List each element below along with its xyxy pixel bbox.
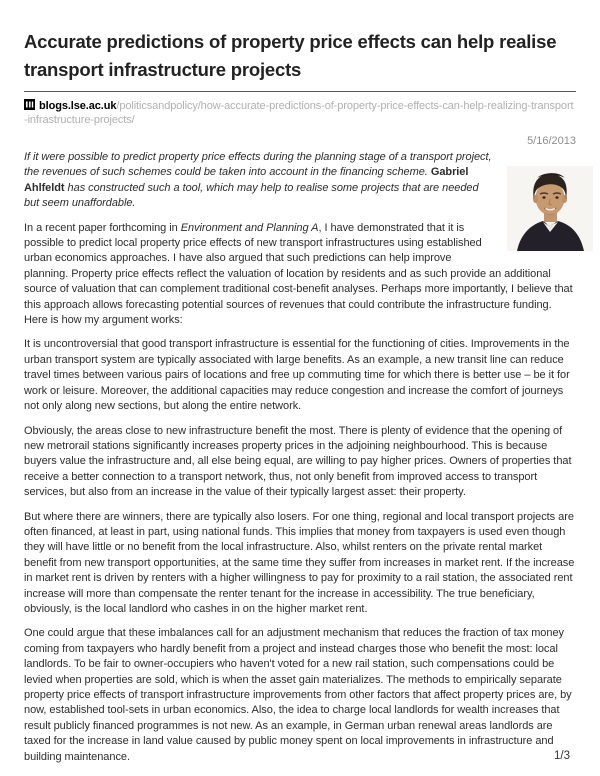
article-title: Accurate predictions of property price effects can help realise transport infrastructure projects xyxy=(24,31,557,80)
page-number: 1/3 xyxy=(554,750,570,762)
paragraph-3: Obviously, the areas close to new infrastructure benefit the most. There is plenty of evidence that the opening of new metrorail stations significantly increases property prices in the adjoining neighbourhood. This is because buyers value the infrastructure and, all else being equal, are willing to pay higher prices. Owners of properties that receive a better connection to a transport network, thus, not only benefit from improved access to transport services, but also from an increase in the value of their typically largest asset: their property. xyxy=(24,424,572,499)
paragraph-1-text: In a recent paper forthcoming in xyxy=(24,221,181,234)
intro-text-before-author: If it were possible to predict property price effects during the planning stage of a transport project, the revenues of such schemes could be taken into account in the financing scheme. xyxy=(24,151,492,179)
article-body xyxy=(24,150,576,776)
paragraph-2: It is uncontroversial that good transport infrastructure is essential for the functioning of cities. Improvements in the urban transport system are typically associated with large benefits. As an example, a new transit line can reduce travel times between various pairs of locations and free up commuting time for which there is better use – be it for work or leisure. Moreover, the additional capacities may reduce congestion and increase the comfort of journeys not only along new sections, but along the entire network. xyxy=(24,338,570,413)
intro-paragraph xyxy=(24,150,576,212)
paragraph-1-text-cont: , I have demonstrated that it is possible to predict local property price effects of new transport infrastructures using established urban economics approaches. I have also argued that such predictions can help improve planning. Property price effects reflect the valuation of location by residents and as such provide an additional source of valuation that can complement traditional cost-benefit analyses. Perhaps more importantly, I believe that this approach allows forecasting potential sources of revenues that could contribute the infrastructure funding. Here is how my argument works: xyxy=(24,221,573,327)
paragraph-4: But where there are winners, there are typically also losers. For one thing, regional and local transport projects are often financed, at least in part, using national funds. This implies that money from taxpayers is used even though they will have little or no benefit from the local infrastructure. Also, whilst renters on the private rental market benefit from new transport opportunities, at the same time they suffer from increases in market rent. If the increase in market rent is driven by renters with a higher willingness to pay for proximity to a rail station, the associated rent increase will more than compensate the renter tenant for the increase in accessibility. The true beneficiary, obviously, is the local landlord who cashes in on the higher market rent. xyxy=(24,510,575,615)
intro-text-after-author: has constructed such a tool, which may help to realise some projects that are needed but seem unaffordable. xyxy=(24,181,479,210)
author-photo xyxy=(507,166,593,251)
journal-name: Environment and Planning A xyxy=(180,221,319,234)
paragraph-5: One could argue that these imbalances call for an adjustment mechanism that reduces the fraction of tax money coming from taxpayers who hardly benefit from a project and instead charges those who benefit the most: local landlords. To be fair to owner-occupiers who haven't voted for a new rail station, such compensations could be levied when properties are sold, which is when the asset gain materializes. The methods to empirically separate property price effects of transport infrastructure improvements from other factors that affect property prices are, by now, established tool-sets in urban economics. Also, the idea to charge local landlords for wealth increases that result publicly financed programmes is not new. As an example, in German urban renewal areas landlords are taxed for the increase in land value caused by public money spent on local improvements in infrastructure and building maintenance. xyxy=(24,627,572,763)
title-divider xyxy=(24,91,576,92)
url-path: /politicsandpolicy/how-accurate-predictions-of-property-price-effects-can-help-realizing-transport-infrastructure-projects/ xyxy=(24,100,574,126)
article-url-link[interactable] xyxy=(24,99,576,127)
lse-favicon-icon xyxy=(24,99,35,110)
site-name: blogs.lse.ac.uk xyxy=(39,100,117,112)
paragraph-1 xyxy=(24,221,576,329)
author-name: Gabriel Ahlfeldt xyxy=(24,166,469,194)
date-label: 5/16/2013 xyxy=(527,135,576,147)
